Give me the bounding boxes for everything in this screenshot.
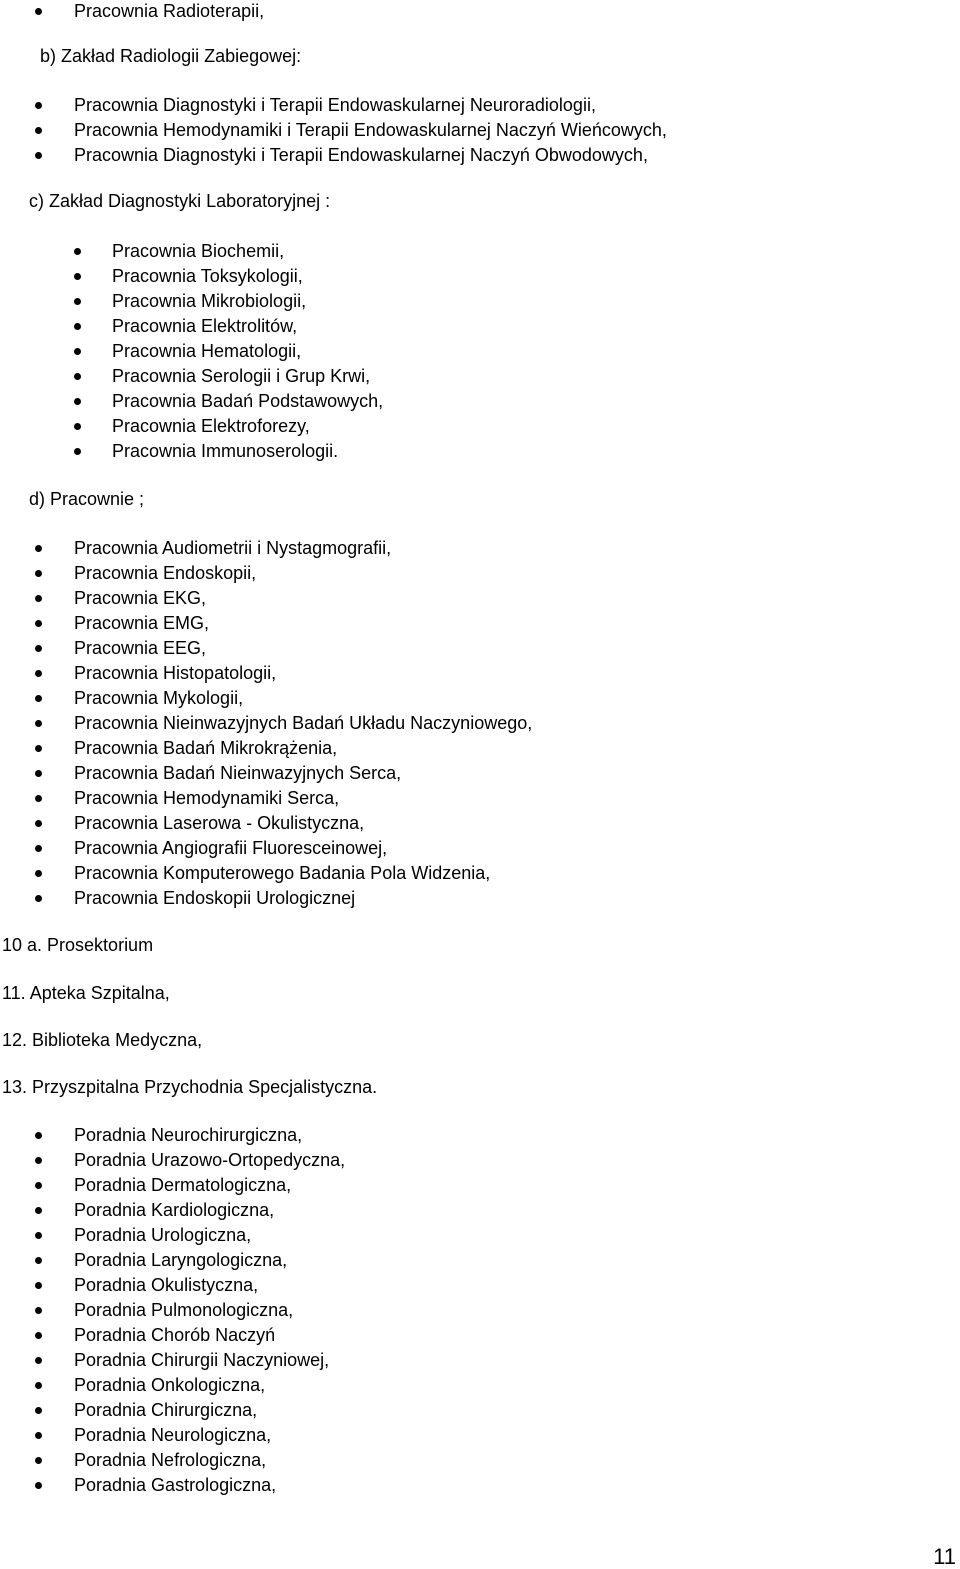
list-item: Pracownia Endoskopii, — [74, 563, 257, 583]
list-item: Pracownia Biochemii, — [112, 241, 285, 261]
bullet-icon — [35, 1332, 42, 1339]
list-item: Poradnia Dermatologiczna, — [74, 1175, 292, 1195]
bullet-icon — [74, 423, 81, 430]
list-item: Pracownia Badań Mikrokrążenia, — [74, 738, 338, 758]
bullet-icon — [35, 620, 42, 627]
bullet-icon — [35, 545, 42, 552]
bullet-icon — [35, 745, 42, 752]
list-item: Pracownia Hemodynamiki i Terapii Endowaskularnej Naczyń Wieńcowych, — [74, 120, 667, 140]
bullet-icon — [74, 273, 81, 280]
bullet-icon — [35, 127, 42, 134]
bullet-icon — [35, 720, 42, 727]
list-item: Pracownia EKG, — [74, 588, 207, 608]
bullet-icon — [74, 248, 81, 255]
bullet-icon — [35, 670, 42, 677]
list-item: Pracownia Diagnostyki i Terapii Endowaskularnej Naczyń Obwodowych, — [74, 145, 648, 165]
list-item: Pracownia Elektroforezy, — [112, 416, 310, 436]
bullet-icon — [35, 595, 42, 602]
bullet-icon — [35, 1382, 42, 1389]
page-number: 11 — [933, 1544, 956, 1569]
list-item: Pracownia Radioterapii, — [74, 1, 265, 21]
list-item: Pracownia Nieinwazyjnych Badań Układu Naczyniowego, — [74, 713, 533, 733]
bullet-icon — [74, 323, 81, 330]
bullet-icon — [74, 298, 81, 305]
bullet-icon — [35, 1157, 42, 1164]
list-item: Pracownia Badań Podstawowych, — [112, 391, 384, 411]
bullet-icon — [35, 1407, 42, 1414]
bullet-icon — [35, 1232, 42, 1239]
list-item: Poradnia Nefrologiczna, — [74, 1450, 267, 1470]
bullet-icon — [35, 8, 42, 15]
numbered-item-13: 13. Przyszpitalna Przychodnia Specjalistyczna. — [2, 1077, 378, 1097]
list-item: Poradnia Urologiczna, — [74, 1225, 252, 1245]
list-item: Poradnia Pulmonologiczna, — [74, 1300, 294, 1320]
bullet-icon — [35, 1132, 42, 1139]
bullet-icon — [35, 1282, 42, 1289]
bullet-icon — [35, 1257, 42, 1264]
bullet-icon — [35, 845, 42, 852]
bullet-icon — [35, 895, 42, 902]
list-item: Poradnia Onkologiczna, — [74, 1375, 266, 1395]
list-item: Pracownia Histopatologii, — [74, 663, 277, 683]
bullet-icon — [35, 645, 42, 652]
list-item: Pracownia Endoskopii Urologicznej — [74, 888, 356, 908]
bullet-icon — [74, 398, 81, 405]
list-item: Pracownia EEG, — [74, 638, 207, 658]
list-item: Pracownia Hemodynamiki Serca, — [74, 788, 340, 808]
bullet-icon — [35, 770, 42, 777]
bullet-icon — [74, 348, 81, 355]
list-item: Pracownia Komputerowego Badania Pola Widzenia, — [74, 863, 491, 883]
list-item: Pracownia Mikrobiologii, — [112, 291, 307, 311]
list-item: Poradnia Laryngologiczna, — [74, 1250, 288, 1270]
list-item: Poradnia Chorób Naczyń — [74, 1325, 276, 1345]
numbered-item-11: 11. Apteka Szpitalna, — [2, 983, 170, 1003]
section-heading-b: b) Zakład Radiologii Zabiegowej: — [40, 46, 302, 66]
bullet-icon — [35, 795, 42, 802]
list-item: Poradnia Okulistyczna, — [74, 1275, 259, 1295]
bullet-icon — [35, 1482, 42, 1489]
list-item: Pracownia EMG, — [74, 613, 210, 633]
list-item: Poradnia Chirurgii Naczyniowej, — [74, 1350, 330, 1370]
list-item: Poradnia Neurologiczna, — [74, 1425, 272, 1445]
bullet-icon — [35, 1357, 42, 1364]
bullet-icon — [74, 373, 81, 380]
list-item: Pracownia Serologii i Grup Krwi, — [112, 366, 371, 386]
list-item: Pracownia Diagnostyki i Terapii Endowaskularnej Neuroradiologii, — [74, 95, 596, 115]
list-item: Pracownia Audiometrii i Nystagmografii, — [74, 538, 392, 558]
list-item: Pracownia Laserowa - Okulistyczna, — [74, 813, 365, 833]
list-item: Poradnia Gastrologiczna, — [74, 1475, 277, 1495]
numbered-item-10a: 10 a. Prosektorium — [2, 935, 154, 955]
list-item: Pracownia Mykologii, — [74, 688, 244, 708]
numbered-item-12: 12. Biblioteka Medyczna, — [2, 1030, 203, 1050]
bullet-icon — [35, 820, 42, 827]
bullet-icon — [35, 695, 42, 702]
bullet-icon — [35, 1307, 42, 1314]
bullet-icon — [35, 1457, 42, 1464]
bullet-icon — [35, 870, 42, 877]
bullet-icon — [35, 570, 42, 577]
bullet-icon — [74, 448, 81, 455]
list-item: Pracownia Badań Nieinwazyjnych Serca, — [74, 763, 402, 783]
bullet-icon — [35, 152, 42, 159]
section-heading-c: c) Zakład Diagnostyki Laboratoryjnej : — [29, 191, 331, 211]
list-item: Pracownia Elektrolitów, — [112, 316, 298, 336]
bullet-icon — [35, 102, 42, 109]
list-item: Poradnia Kardiologiczna, — [74, 1200, 275, 1220]
list-item: Pracownia Toksykologii, — [112, 266, 303, 286]
list-item: Poradnia Neurochirurgiczna, — [74, 1125, 303, 1145]
list-item: Poradnia Chirurgiczna, — [74, 1400, 258, 1420]
list-item: Poradnia Urazowo-Ortopedyczna, — [74, 1150, 346, 1170]
bullet-icon — [35, 1432, 42, 1439]
bullet-icon — [35, 1207, 42, 1214]
bullet-icon — [35, 1182, 42, 1189]
list-item: Pracownia Immunoserologii. — [112, 441, 339, 461]
list-item: Pracownia Angiografii Fluoresceinowej, — [74, 838, 388, 858]
section-heading-d: d) Pracownie ; — [29, 489, 145, 509]
list-item: Pracownia Hematologii, — [112, 341, 302, 361]
